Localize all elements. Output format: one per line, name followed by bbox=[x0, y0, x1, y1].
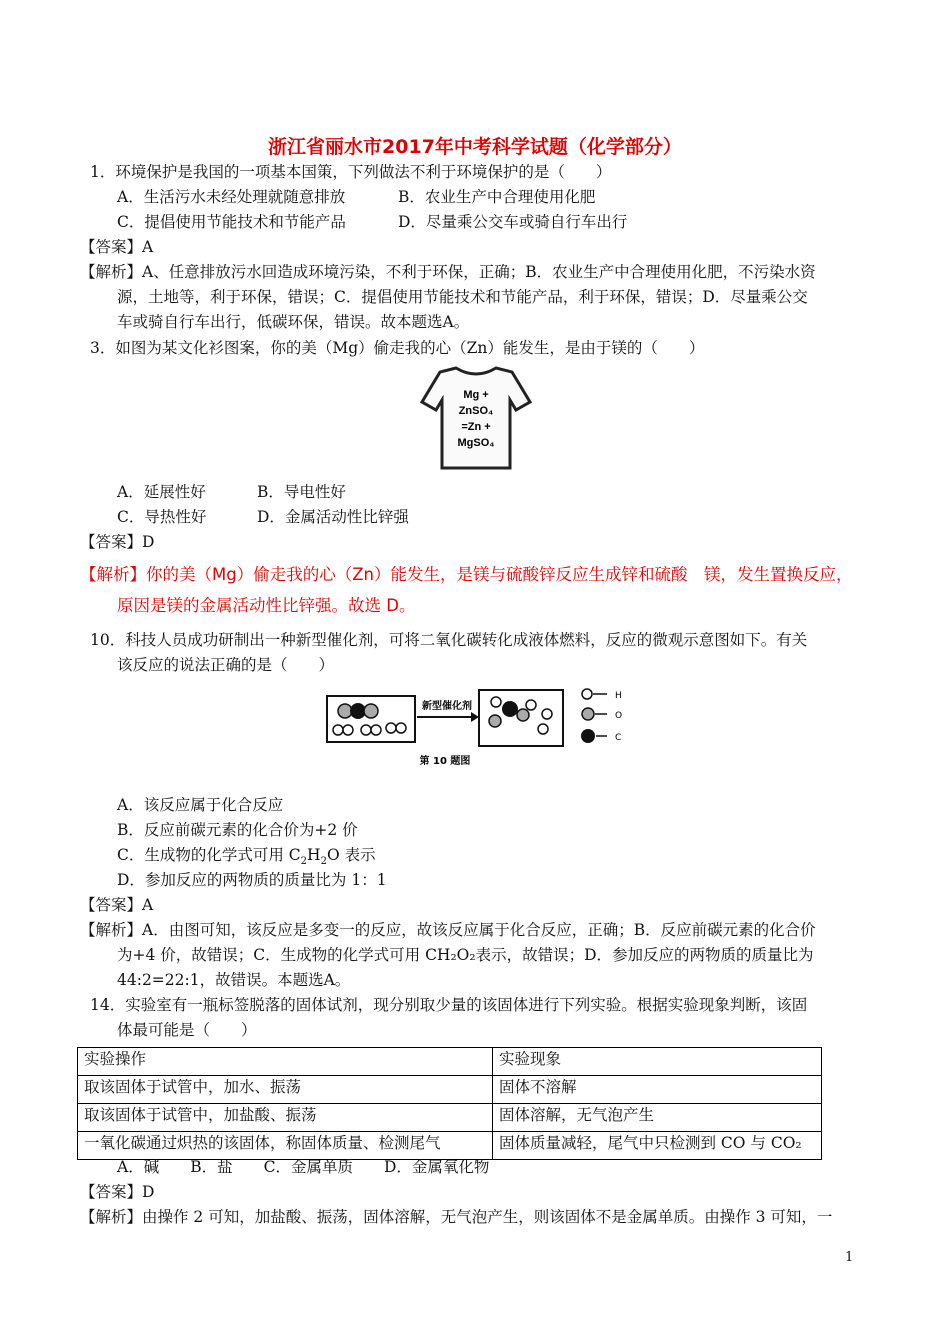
prod-o-2 bbox=[517, 709, 529, 721]
q10-analysis-line2: 为+4 价，故错误；C．生成物的化学式可用 CH₂O₂表示，故错误；D．参加反应的两物质的质量比为 bbox=[117, 946, 814, 964]
q1-analysis-line1: 【解析】A、任意排放污水回造成环境污染，不利于环保，正确；B．农业生产中合理使用化肥，不污染水资 bbox=[80, 263, 816, 281]
table-cell: 固体质量减轻，尾气中只检测到 CO 与 CO₂ bbox=[493, 1132, 822, 1160]
q1-analysis-line2: 源，土地等，利于环保，错误；C．提倡使用节能技术和节能产品，利于环保，错误；D．尽量乘公交 bbox=[117, 288, 808, 306]
q14-answer: 【答案】D bbox=[80, 1183, 155, 1201]
q10-analysis-line1: 【解析】A．由图可知，该反应是多变一的反应，故该反应属于化合反应，正确；B．反应前碳元素的化合价 bbox=[80, 921, 816, 939]
q1-option-d: D．尽量乘公交车或骑自行车出行 bbox=[398, 213, 628, 231]
q10-option-b: B．反应前碳元素的化合价为+2 价 bbox=[117, 821, 358, 839]
prod-h-3 bbox=[542, 709, 552, 719]
q10-analysis-line3: 44:2=22:1，故错误。本题选A。 bbox=[117, 971, 351, 989]
legend-c-symbol bbox=[581, 729, 595, 743]
table-cell: 固体溶解，无气泡产生 bbox=[493, 1104, 822, 1132]
h-atom-4 bbox=[371, 725, 381, 735]
q3-analysis-line1: 【解析】你的美（Mg）偷走我的心（Zn）能发生，是镁与硫酸锌反应生成锌和硫酸 镁，发生置换反应， bbox=[80, 565, 853, 584]
prod-h-4 bbox=[538, 724, 548, 734]
q1-option-c: C．提倡使用节能技术和节能产品 bbox=[117, 213, 346, 231]
q3-option-a: A．延展性好 bbox=[117, 483, 206, 501]
table-cell: 一氧化碳通过炽热的该固体，称固体质量、检测尾气 bbox=[78, 1132, 493, 1160]
tshirt-figure bbox=[420, 364, 532, 472]
legend-c-label: C bbox=[615, 733, 622, 743]
page-number: 1 bbox=[845, 1250, 854, 1265]
q1-option-b: B．农业生产中合理使用化肥 bbox=[398, 188, 596, 206]
q3-option-d: D．金属活动性比锌强 bbox=[257, 508, 409, 526]
figure-caption: 第 10 题图 bbox=[419, 756, 471, 767]
q1-option-a: A．生活污水未经处理就随意排放 bbox=[117, 188, 346, 206]
legend-h-label: H bbox=[615, 691, 622, 701]
prod-o-1 bbox=[489, 715, 501, 727]
page-title: 浙江省丽水市2017年中考科学试题（化学部分） bbox=[268, 136, 682, 158]
q1-stem: 1．环境保护是我国的一项基本国策，下列做法不利于环境保护的是（ ） bbox=[90, 163, 612, 181]
table-row bbox=[78, 1132, 822, 1160]
q10-stem-line2: 该反应的说法正确的是（ ） bbox=[117, 656, 335, 674]
legend-o-symbol bbox=[582, 708, 594, 720]
q3-analysis-line2: 原因是镁的金属活动性比锌强。故选 D。 bbox=[117, 596, 416, 615]
q10-stem-line1: 10．科技人员成功研制出一种新型催化剂，可将二氧化碳转化成液体燃料，反应的微观示意图如下。有关 bbox=[90, 631, 808, 649]
q1-analysis-line3: 车或骑自行车出行，低碳环保，错误。故本题选A。 bbox=[117, 313, 470, 331]
table-header-cell: 实验操作 bbox=[78, 1048, 493, 1076]
shirt-line-1: Mg + bbox=[463, 389, 489, 401]
prod-c bbox=[502, 701, 518, 717]
shirt-line-3: =Zn + bbox=[461, 421, 491, 433]
prod-h-2 bbox=[526, 700, 536, 710]
table-row bbox=[78, 1104, 822, 1132]
q3-answer: 【答案】D bbox=[80, 533, 155, 551]
table-cell: 取该固体于试管中，加水、振荡 bbox=[78, 1076, 493, 1104]
table-row bbox=[78, 1076, 822, 1104]
h-atom-2 bbox=[343, 725, 353, 735]
q14-stem-line2: 体最可能是（ ） bbox=[117, 1021, 257, 1039]
shirt-line-2: ZnSO₄ bbox=[458, 405, 494, 417]
table-cell: 固体不溶解 bbox=[493, 1076, 822, 1104]
table-header-cell: 实验现象 bbox=[493, 1048, 822, 1076]
q14-analysis-line1: 【解析】由操作 2 可知，加盐酸、振荡，固体溶解，无气泡产生，则该固体不是金属单质。由操作 3 可知，一 bbox=[80, 1208, 833, 1226]
h-atom-5 bbox=[386, 723, 396, 733]
tshirt-outline bbox=[422, 368, 530, 468]
q3-option-c: C．导热性好 bbox=[117, 508, 207, 526]
q1-answer: 【答案】A bbox=[80, 238, 154, 256]
q10-option-a: A．该反应属于化合反应 bbox=[117, 796, 284, 814]
legend-o-label: O bbox=[615, 711, 623, 721]
q10-option-c: C．生成物的化学式可用 $C_2H_2O$ 表示 bbox=[117, 846, 376, 868]
h-atom-6 bbox=[396, 723, 406, 733]
legend-h-symbol bbox=[582, 689, 592, 699]
reaction-arrow-head bbox=[471, 712, 479, 722]
co2-o-right bbox=[364, 704, 378, 718]
table-header-row bbox=[78, 1048, 822, 1076]
h-atom-1 bbox=[333, 725, 343, 735]
q10-answer: 【答案】A bbox=[80, 896, 154, 914]
table-cell: 取该固体于试管中，加盐酸、振荡 bbox=[78, 1104, 493, 1132]
q10-option-d: D．参加反应的两物质的质量比为 1：1 bbox=[117, 871, 387, 889]
co2-o-left bbox=[338, 704, 352, 718]
shirt-line-4: MgSO₄ bbox=[457, 437, 495, 449]
prod-h-1 bbox=[491, 697, 501, 707]
q3-option-b: B．导电性好 bbox=[257, 483, 346, 501]
experiment-table bbox=[77, 1047, 822, 1160]
reaction-diagram bbox=[325, 684, 635, 770]
arrow-label: 新型催化剂 bbox=[422, 701, 472, 712]
q14-options: A．碱 B．盐 C．金属单质 D．金属氧化物 bbox=[117, 1158, 490, 1176]
q3-stem: 3．如图为某文化衫图案，你的美（Mg）偷走我的心（Zn）能发生，是由于镁的（ ） bbox=[90, 339, 705, 357]
q14-stem-line1: 14．实验室有一瓶标签脱落的固体试剂，现分别取少量的该固体进行下列实验。根据实验现象判断，该固 bbox=[90, 996, 808, 1014]
h-atom-3 bbox=[361, 725, 371, 735]
